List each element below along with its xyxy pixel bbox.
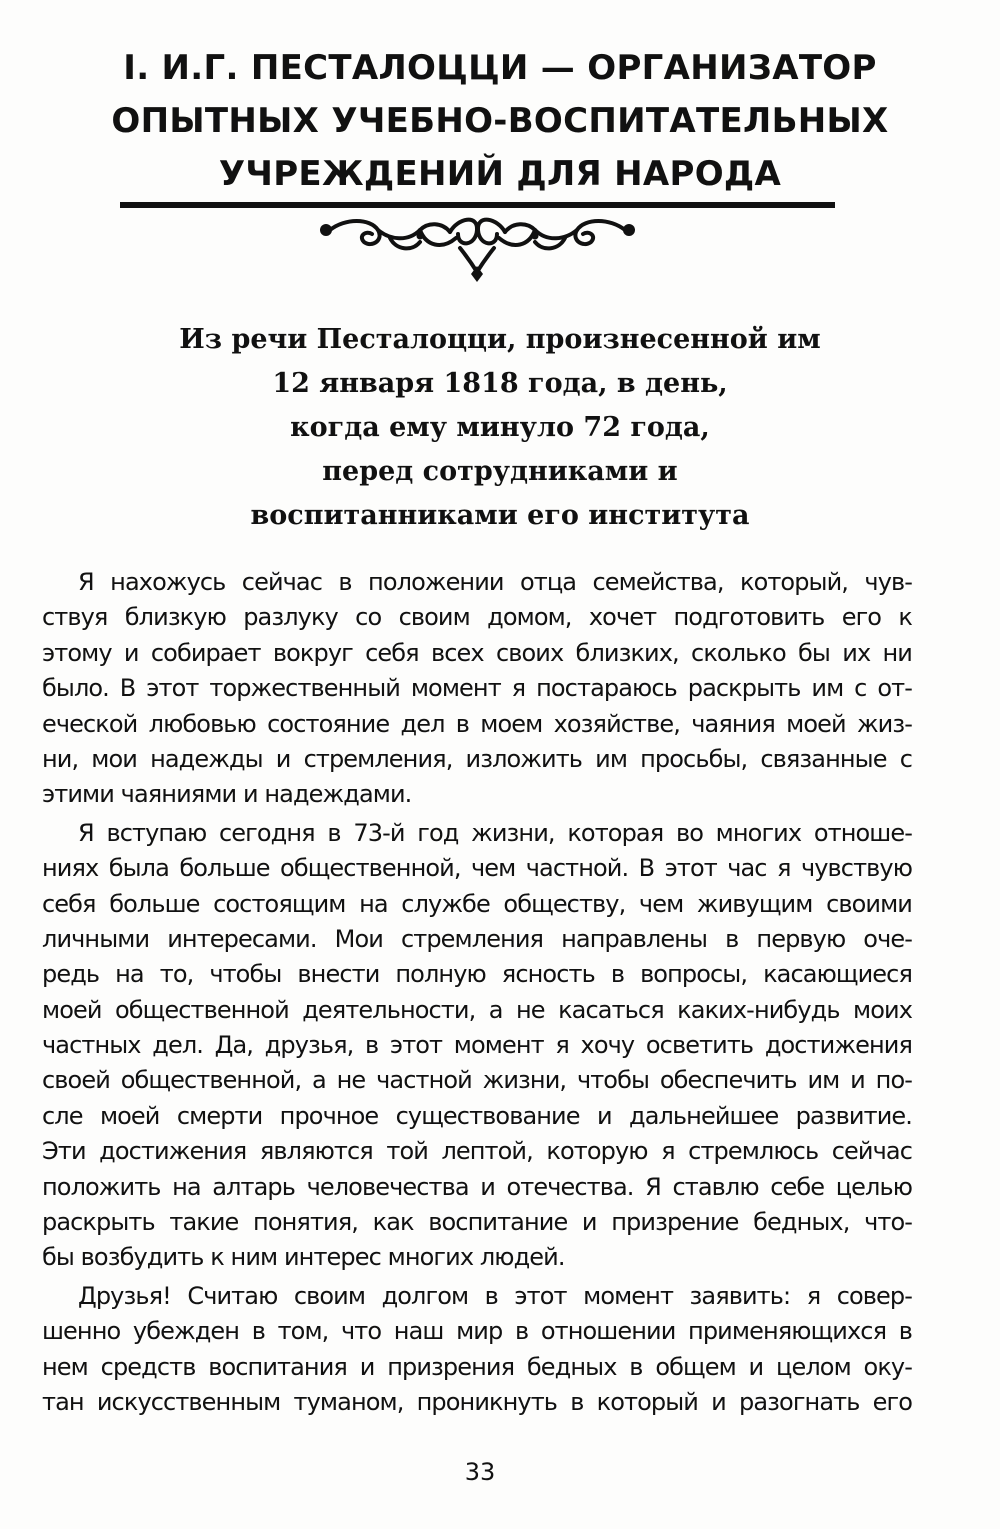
subtitle-line: Из речи Песталоцци, произнесенной им	[179, 324, 821, 355]
chapter-title	[80, 42, 920, 201]
subtitle-line: 12 января 1818 года, в день,	[272, 368, 728, 399]
text-line: шенно убежден в том, что наш мир в отношении применяющихся в	[42, 1317, 912, 1346]
text-line: редь на то, чтобы внести полную ясность в вопросы, касающиеся	[42, 960, 912, 989]
text-line: бы возбудить к ним интерес многих людей.	[42, 1243, 565, 1272]
page-number: 33	[464, 1458, 496, 1486]
text-line: ниях была больше общественной, чем частной. В этот час я чувствую	[42, 854, 912, 883]
text-line: своей общественной, а не частной жизни, чтобы обеспечить им и по-	[42, 1066, 912, 1095]
chapter-title-line: I. И.Г. ПЕСТАЛОЦЦИ — ОРГАНИЗАТОР	[123, 48, 877, 88]
text-line: Эти достижения являются той лептой, которую я стремлюсь сейчас	[42, 1137, 912, 1166]
text-line: себя больше состоящим на службе обществу, чем живущим своими	[42, 889, 912, 918]
text-line: Я нахожусь сейчас в положении отца семейства, который, чув-	[78, 568, 912, 596]
subtitle-line: воспитанниками его института	[250, 500, 750, 531]
text-line: раскрыть такие понятия, как воспитание и призрение бедных, что-	[42, 1208, 912, 1237]
text-line: тан искусственным туманом, проникнуть в который и разогнать его	[42, 1387, 912, 1416]
paragraph	[42, 1279, 912, 1421]
subtitle-line: перед сотрудниками и	[322, 456, 678, 487]
text-line: еческой любовью состояние дел в моем хозяйстве, чаяния моей жиз-	[42, 709, 912, 738]
body-text	[42, 565, 912, 1420]
text-line: Друзья! Считаю своим долгом в этот момент заявить: я совер-	[78, 1281, 912, 1310]
text-line: моей общественной деятельности, а не касаться каких-нибудь моих	[42, 995, 912, 1024]
text-line: сле моей смерти прочное существование и дальнейшее развитие.	[42, 1101, 912, 1130]
paragraph	[42, 816, 912, 1276]
text-line: положить на алтарь человечества и отечества. Я ставлю себе целью	[42, 1172, 912, 1201]
chapter-title-line: ОПЫТНЫХ УЧЕБНО-ВОСПИТАТЕЛЬНЫХ	[111, 101, 889, 141]
text-line: этому и собирает вокруг себя всех своих близких, сколько бы их ни	[42, 638, 912, 667]
paragraph	[42, 565, 912, 813]
text-line: этими чаяниями и надеждами.	[42, 780, 412, 809]
text-line: нем средств воспитания и призрения бедных в общем и целом оку-	[42, 1352, 912, 1381]
text-line: личными интересами. Мои стремления направлены в первую оче-	[42, 924, 912, 953]
text-line: Я вступаю сегодня в 73-й год жизни, которая во многих отноше-	[78, 818, 912, 847]
speech-subtitle	[120, 318, 880, 538]
text-line: ни, мои надежды и стремления, изложить им просьбы, связанные с	[42, 744, 912, 773]
subtitle-line: когда ему минуло 72 года,	[290, 412, 710, 443]
chapter-title-line: УЧРЕЖДЕНИЙ ДЛЯ НАРОДА	[218, 154, 782, 194]
scroll-ornament-icon	[120, 200, 835, 285]
text-line: частных дел. Да, друзья, в этот момент я хочу осветить достижения	[42, 1031, 912, 1060]
text-line: было. В этот торжественный момент я постараюсь раскрыть им с от-	[42, 674, 912, 703]
text-line: ствуя близкую разлуку со своим домом, хочет подготовить его к	[42, 603, 912, 632]
